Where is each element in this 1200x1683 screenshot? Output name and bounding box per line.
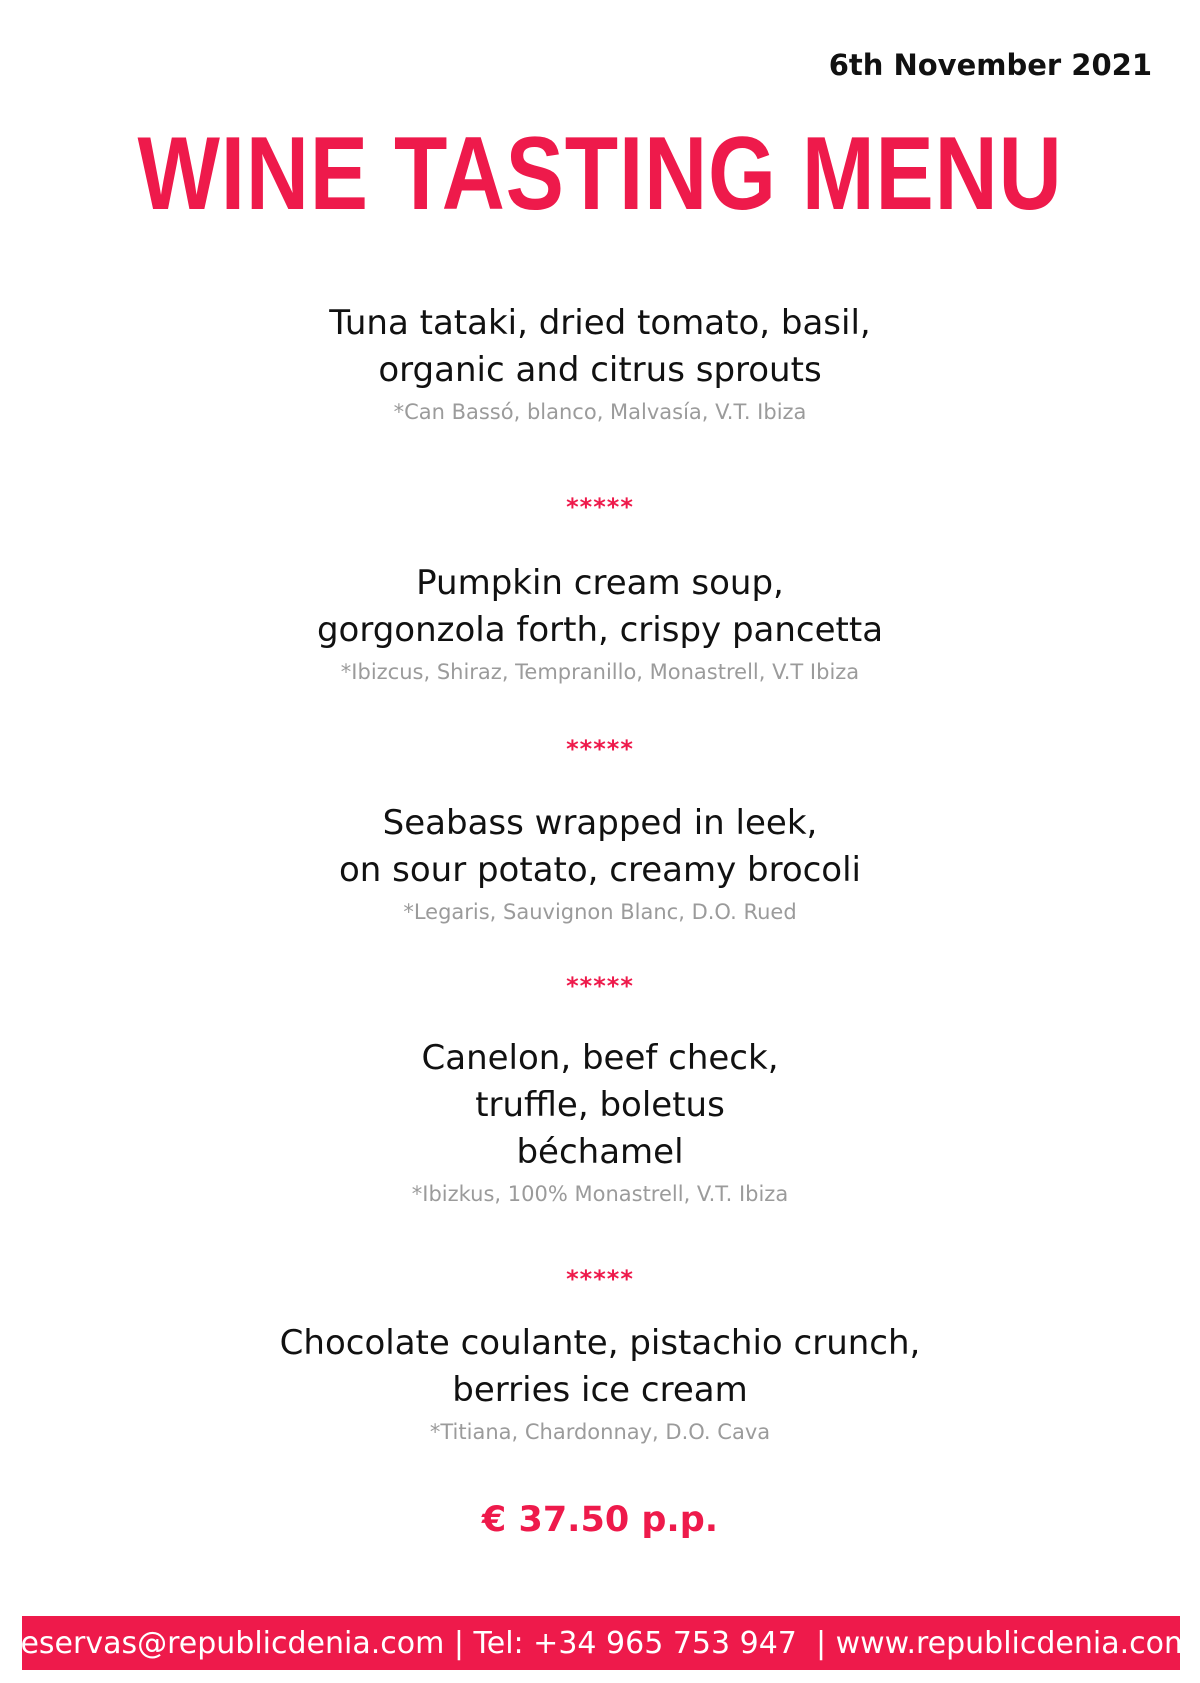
wine-pairing: *Ibizkus, 100% Monastrell, V.T. Ibiza	[411, 1182, 789, 1206]
wine-pairing: *Titiana, Chardonnay, D.O. Cava	[429, 1420, 771, 1444]
course-separator: *****	[566, 493, 634, 521]
course-separator: *****	[566, 735, 634, 763]
course-3	[0, 800, 1200, 930]
wine-pairing: *Legaris, Sauvignon Blanc, D.O. Rued	[403, 900, 797, 924]
dish-line: berries ice cream	[452, 1370, 748, 1410]
menu-price: € 37.50 p.p.	[481, 1500, 719, 1540]
dish-line: béchamel	[516, 1132, 684, 1172]
wine-pairing: *Ibizcus, Shiraz, Tempranillo, Monastrell, V.T Ibiza	[340, 660, 860, 684]
dish-line: Canelon, beef check,	[421, 1038, 779, 1078]
menu-date: 6th November 2021	[828, 48, 1152, 82]
wine-pairing: *Can Bassó, blanco, Malvasía, V.T. Ibiza	[393, 400, 807, 424]
course-1	[0, 300, 1200, 430]
course-2	[0, 560, 1200, 690]
dish-line: organic and citrus sprouts	[378, 350, 822, 390]
contact-footer	[8, 1616, 1194, 1670]
dish-line: gorgonzola forth, crispy pancetta	[316, 610, 884, 650]
course-5	[0, 1320, 1200, 1450]
menu-title: WINE TASTING MENU	[137, 116, 1063, 232]
course-separator: *****	[566, 972, 634, 1000]
course-4	[0, 1035, 1200, 1212]
contact-text: reservas@republicdenia.com | Tel: +34 965 753 947 | www.republicdenia.com	[8, 1625, 1194, 1661]
dish-line: Tuna tataki, dried tomato, basil,	[329, 303, 871, 343]
dish-line: Seabass wrapped in leek,	[382, 803, 818, 843]
dish-line: Chocolate coulante, pistachio crunch,	[279, 1323, 921, 1363]
course-separator: *****	[566, 1265, 634, 1293]
dish-line: truffle, boletus	[475, 1085, 725, 1125]
dish-line: Pumpkin cream soup,	[416, 563, 784, 603]
dish-line: on sour potato, creamy brocoli	[338, 850, 862, 890]
